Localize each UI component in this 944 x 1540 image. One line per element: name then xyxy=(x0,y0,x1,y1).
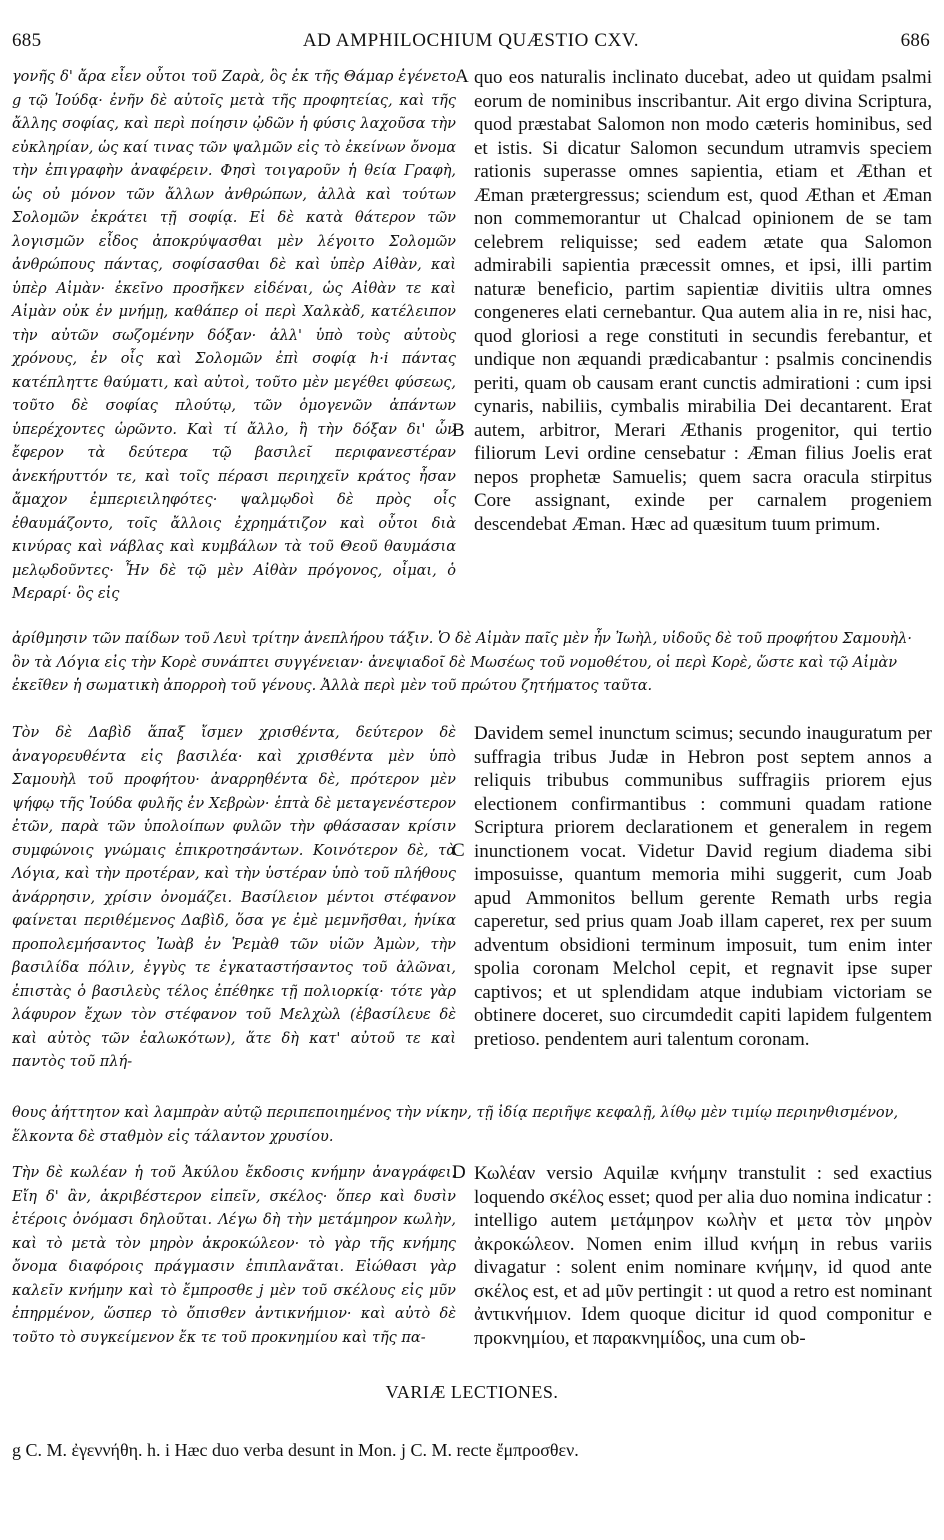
margin-marker-c: C xyxy=(452,840,465,861)
margin-marker-d: D xyxy=(452,1162,466,1183)
greek-column-1 xyxy=(12,66,456,607)
greek-paragraph-1: γονῆς δ' ἄρα εἶεν οὗτοι τοῦ Ζαρὰ, ὃς ἐκ τῆς Θάμαρ ἐγένετο g τῷ Ἰούδᾳ· ἐνῆν δὲ αὐτοῖς μετὰ τῆς προφητείας, καὶ τῆς ἄλλης σοφίας, καὶ περὶ ποίησιν ᾠδῶν ἡ φύσις λαχοῦσα τὴν εὐκληρίαν, ὡς καί τινας τῶν ψαλμῶν εἰς τὸ ἐκείνων ὄνομα τὴν ἐπιγραφὴν ἀναφέρειν. Φησὶ τοιγαροῦν ἡ θεία Γραφὴ, ὡς οὐ μόνον τῶν ἄλλων ἀνθρώπων, ἀλλὰ καὶ τούτων Σολομῶν ἐκράτει τῇ σοφίᾳ. Εἰ δὲ κατὰ θάτερον τῶν λογισμῶν εἶδος ἀποκρύψασθαι μὲν λέγοιτο Σολομῶν ἀνθρώπους πάντας, σοφίσασθαι δὲ καὶ ὑπὲρ Αἰθὰν, καὶ ὑπὲρ Αἰμὰν· ἐκεῖνο προσῆκεν εἰδέναι, ὡς Αἰθὰν τε καὶ Αἰμὰν οὐκ ἐν μνήμῃ, καθάπερ οἱ περὶ Χαλκὰδ, κατέλειπον τὴν αὐτῶν σωζομένην δόξαν· ἀλλ' ὑπὸ τοὺς αὐτοὺς χρόνους, ἐν οἷς καὶ Σολομῶν ἐπὶ σοφίᾳ h·i πάντας κατέπληττε θαύματι, καὶ αὐτοὶ, τοῦτο μὲν μεγέθει φύσεως, τοῦτο δὲ σοφίας πλούτῳ, τῶν ὁμογενῶν ἁπάντων ὑπερέχοντες ὡρῶντο. Καὶ τί ἄλλο, ἢ τὴν δόξαν δι' ὧν ἔφερον τὰ δεύτερα τῷ βασιλεῖ περιφανεστέραν ἀνεκήρυττόν τε, καὶ τοῖς πέρασι περιηχεῖν κράτος ἦσαν ἄμαχον ἐμπεριειληφότες· ψαλμῳδοὶ δὲ πρὸς οἷς ἐθαυμάζοντο, τοῖς ἄλλοις ἐχρημάτιζον καὶ οὗτοι διὰ κινύρας καὶ νάβλας καὶ κυμβάλων τὰ τοῦ Θεοῦ θαυμάσια μελῳδοῦντες· Ἦν δὲ τῷ μὲν Αἰθὰν πρόγονος, οἶμαι, ὁ Μεραρί· ὃς εἰς xyxy=(12,69,456,602)
variae-lectiones-heading: VARIÆ LECTIONES. xyxy=(385,1382,559,1402)
margin-marker-a: A xyxy=(455,66,469,87)
greek-paragraph-3: Τὴν δὲ κωλέαν ἡ τοῦ Ἀκύλου ἔκδοσις κνήμην ἀναγράφει. Εἴη δ' ἂν, ἀκριβέστερον εἰπεῖν, σκέλος· ὅπερ καὶ δυσὶν ἑτέροις ὀνόμασι δηλοῦται. Λέγω δὴ τὴν μετάμηρον κωλὴν, καὶ τὸ μετὰ τὸν μηρὸν ἀκροκώλεον· τὸ γὰρ τῆς κνήμης ὄνομα διαφόροις πράγμασιν ἐπιπλανᾶται. Εἰώθασι γὰρ καλεῖν κνήμην καὶ τὸ ἔμπροσθε j μὲν τοῦ σκέλους εἰς μῦν ἐπηρμένον, ὥσπερ τὸ ὄπισθεν ἀντικνήμιον· καὶ αὐτὸ δὲ τοῦτο τὸ συγκείμενον ἔκ τε τοῦ προκνημίου καὶ τῆς πα- xyxy=(12,1165,456,1346)
margin-marker-b: B xyxy=(452,420,465,441)
latin-paragraph-3: Κωλέαν versio Aquilæ κνήμην transtulit : sed exactius loquendo σκέλος esset; quod per alia duo nomina indicatur : intelligo autem μετάμηρον κωλὴν et μετα τὸν μηρὸν ἀκροκώλεον. Nomen enim illud κνήμη in rebus variis divagatur : solent enim nominare κνήμην, id quod ante σκέλος est, et ad μῦν pertingit : ut quod a retro est nominant ἀντικνήμιον. Idem quoque dicitur id quod componitur e προκνημίου, et παρακνημίδος, una cum ob- xyxy=(474,1163,932,1349)
page-number-left: 685 xyxy=(12,30,42,51)
variae-lectiones-notes: g C. M. ἐγεννήθη. h. i Hæc duo verba desunt in Mon. j C. M. recte ἔμπροσθεν. xyxy=(12,1440,579,1460)
running-title: AD AMPHILOCHIUM QUÆSTIO CXV. xyxy=(302,30,640,51)
greek-full-width-2 xyxy=(12,1102,932,1149)
latin-column-3 xyxy=(474,1162,932,1350)
greek-column-3 xyxy=(12,1162,456,1350)
greek-column-2 xyxy=(12,722,456,1075)
latin-column-2 xyxy=(474,722,932,1051)
page-number-right: 686 xyxy=(900,30,930,51)
page-header xyxy=(12,30,930,58)
greek-full-paragraph-2: θους ἀήττητον καὶ λαμπρὰν αὐτῷ περιπεποιημένος τὴν νίκην, τῇ ἰδίᾳ περιῆψε κεφαλῇ, λίθῳ μὲν τιμίῳ περιηνθισμένον, ἕλκοντα δὲ σταθμὸν εἰς τάλαντον χρυσίου. xyxy=(12,1105,899,1145)
greek-full-paragraph-1: ἀρίθμησιν τῶν παίδων τοῦ Λευὶ τρίτην ἀνεπλήρου τάξιν. Ὁ δὲ Αἰμὰν παῖς μὲν ἦν Ἰωὴλ, υἱδοῦς δὲ τοῦ προφήτου Σαμουὴλ· ὃν τὰ Λόγια εἰς τὴν Κορὲ συνάπτει συγγένειαν· ἀνεψιαδοῖ δὲ Μωσέως τοῦ νομοθέτου, οἱ περὶ Κορὲ, ὥστε καὶ τῷ Αἰμὰν ἐκεῖθεν ἡ σωματικὴ ἀπορροὴ τοῦ γένους. Ἀλλὰ περὶ μὲν τοῦ πρώτου ζητήματος ταῦτα. xyxy=(12,631,913,694)
latin-paragraph-2: Davidem semel inunctum scimus; secundo inauguratum per suffragia tribus Judæ in Hebron post septem annos a reliquis tribubus communibus suffragiis priorem ejus electionem confirmantibus : communi quadam ratione Scriptura priorem declarationem et generalem in regem inunctionem vocat. Videtur David regium diadema sibi imposuisse, quantum memoria mihi suggerit, cum Joab apud Ammonitos bellum gerente Remath urbs regia caperetur, sed prius quam Joab illam caperet, rex per suum adventum obsidioni terminum imposuit, tum enim inter spolia coronam Melchol cepit, et regnavit ipse super captivos; et ut splendidam atque indubiam victoriam se obtinere doceret, suo circumdedit capiti lapidem fulgentem pretioso. pendentem auri talentum coronam. xyxy=(474,723,932,1050)
greek-full-width-1 xyxy=(12,628,932,699)
latin-paragraph-1: quo eos naturalis inclinato ducebat, adeo ut quidam psalmi eorum de nominibus inscribantur. Ait ergo divina Scriptura, quod præstabat Salomon non modo cæteris hominibus, sed et istis. Si dicatur Salomon secundum utramvis speciem rationis superasse omnes sapientia, etiam et Æthan et Æman prætergressus; sciendum est, quod Æthan et Æman non commemorantur ut Chalcad opinionem de se tam celebrem reliquisse; sed eadem ætate qua Salomon admirabili sapientia præcessit omnes, et ipsi, illi partim naturæ beneficio, partim sapientiæ divitiis ultra omnes congeneres elati cernebantur. Qua autem alia in re, nisi hac, quod gloriosi a rege constituti in secundis ferebantur, et undique non æquandi prædicabantur : psalmis concinendis periti, quam ob causam erant cunctis admirationi : cum ipsi cynaris, nabiliis, cymbalis mirabilia Dei decantarent. Erat autem, arbitror, Merari Æthanis progenitor, qui tertio filiorum Levi ordine censebatur : Æman filius Joelis erat nepos prophetæ Samuelis; quem sacra oracula stirpitus Core assignant, exinde per carnalem progeniem descendebat Æman. Hæc ad quæsitum tuum primum. xyxy=(474,67,932,535)
latin-column-1 xyxy=(474,66,932,536)
greek-paragraph-2: Τὸν δὲ Δαβὶδ ἅπαξ ἴσμεν χρισθέντα, δεύτερον δὲ ἀναγορευθέντα εἰς βασιλέα· καὶ χρισθέντα μὲν ὑπὸ Σαμουὴλ τοῦ προφήτου· ἀναρρηθέντα δὲ, πρότερον μὲν ψήφῳ τῆς Ἰούδα φυλῆς ἐν Χεβρὼν· ἑπτὰ δὲ μεταγενέστερον ἐτῶν, παρὰ τῶν ὑπολοίπων φυλῶν τὴν φθάσασαν κρίσιν συμφώνοις γνώμαις ἐπικροτησάντων. Κοινότερον δὲ, τὰ Λόγια, καὶ τὴν προτέραν, καὶ τὴν ὑστέραν ὑπὸ τοῦ πλήθους ἀνάρρησιν, χρίσιν ὀνομάζει. Βασίλειον μέντοι στέφανον φαίνεται περιθέμενος Δαβὶδ, ὅσα γε ἐμὲ μεμνῆσθαι, ἡνίκα προπολεμήσαντος Ἰωὰβ ἐν Ῥεμὰθ τῶν υἱῶν Ἀμὼν, τὴν βασιλίδα πόλιν, ἐγγὺς τε ἐγκαταστήσαντος τοῦ ἁλῶναι, ἐπιστὰς ὁ βασιλεὺς τέλος ἐπέθηκε τῇ πολιορκίᾳ· τότε γὰρ λάφυρον ἔχων τὸν στέφανον τοῦ Μελχὼλ (ἐβασίλευε δὲ καὶ αὐτὸς τῶν ἑαλωκότων), ἅτε δὴ κατ' αὐτοῦ τε καὶ παντὸς τοῦ πλή- xyxy=(12,725,456,1070)
